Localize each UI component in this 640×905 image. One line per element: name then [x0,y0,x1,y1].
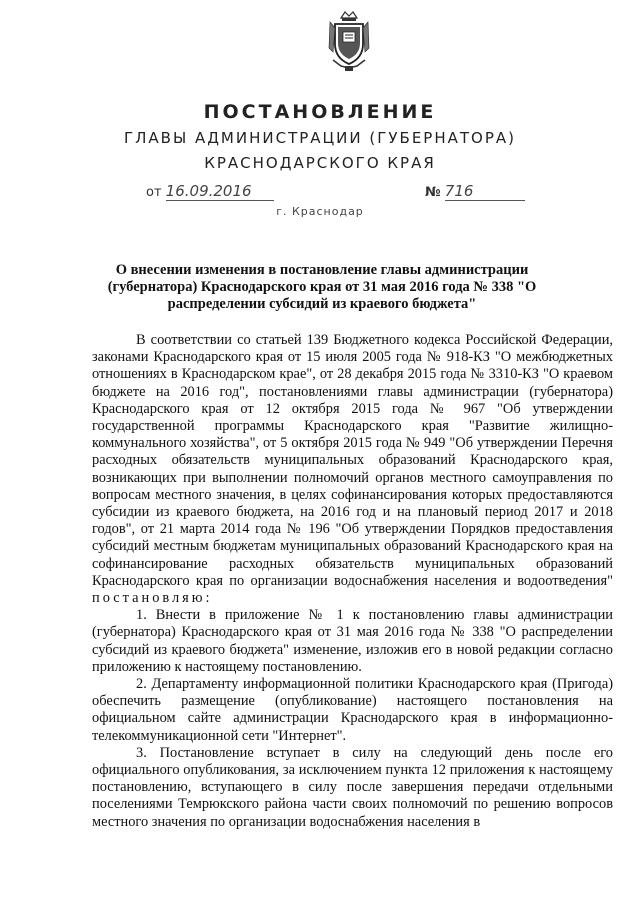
item-1-paragraph: 1. Внести в приложение № 1 к постановлению главы администрации (губернатора) Краснодарского края от 31 мая 2016 года № 338 "О распределении субсидий из краевого бюджета" изменение, изложив его в новой редакции согласно приложению к настоящему постановлению. [92,607,613,675]
document-type-heading: ПОСТАНОВЛЕНИЕ [203,101,437,123]
handwritten-number: 716 [445,182,525,201]
preamble-text: В соответствии со статьей 139 Бюджетного кодекса Российской Федерации, законами Краснодарского края от 15 июля 2005 года № 918-КЗ "О межбюджетных отношениях в Краснодарском крае", от 28 декабря 2015 года № 3310-КЗ "О краевом бюджете на 2016 год", постановлениями главы администрации (губернатора) Краснодарского края от 12 октября 2015 года № 967 "Об утверждении государственной программы Краснодарского края "Развитие жилищно-коммунального хозяйства", от 5 октября 2015 года № 949 "Об утверждении Перечня расходных обязательств муниципальных образований Краснодарского края, возникающих при выполнении полномочий органов местного самоуправления по вопросам местного значения, в целях софинансирования которых предоставляются субсидии из краевого бюджета, на 2016 год и на плановый период 2017 и 2018 годов", от 21 марта 2014 года № 196 "Об утверждении Порядков предоставления субсидий местным бюджетам муниципальных образований Краснодарского края на софинансирование расходных обязательств муниципальных образований Краснодарского края по организации водоснабжения населения и водоотведения" [92,332,613,589]
date-prefix: от [146,185,162,200]
document-body [92,332,613,831]
number-prefix: № [425,185,441,200]
resolve-word: постановляю: [92,590,213,607]
preamble-paragraph [92,332,613,607]
item-3-paragraph: 3. Постановление вступает в силу на следующий день после его официального опубликования, за исключением пункта 12 приложения к настоящему постановлению, вступающего в силу после завершения передачи отдельными поселениями Темрюкского района части своих полномочий по решению вопросов местного значения по организации водоснабжения населения в [92,744,613,830]
handwritten-date: 16.09.2016 [166,182,274,201]
city-label: г. Краснодар [276,205,364,218]
document-title: О внесении изменения в постановление главы администрации (губернатора) Краснодарского края от 31 мая 2016 года № 338 "О распределении субсидий из краевого бюджета" [107,262,537,312]
item-2-paragraph: 2. Департаменту информационной политики Краснодарского края (Пригода) обеспечить размещение (опубликование) настоящего постановления на официальном сайте администрации Краснодарского края в информационно-телекоммуникационной сети "Интернет". [92,676,613,744]
coat-of-arms-icon [327,8,371,74]
number-line [425,182,525,201]
date-line [146,182,274,201]
region-line: КРАСНОДАРСКОГО КРАЯ [204,154,436,172]
issuer-line: ГЛАВЫ АДМИНИСТРАЦИИ (ГУБЕРНАТОРА) [123,129,517,147]
